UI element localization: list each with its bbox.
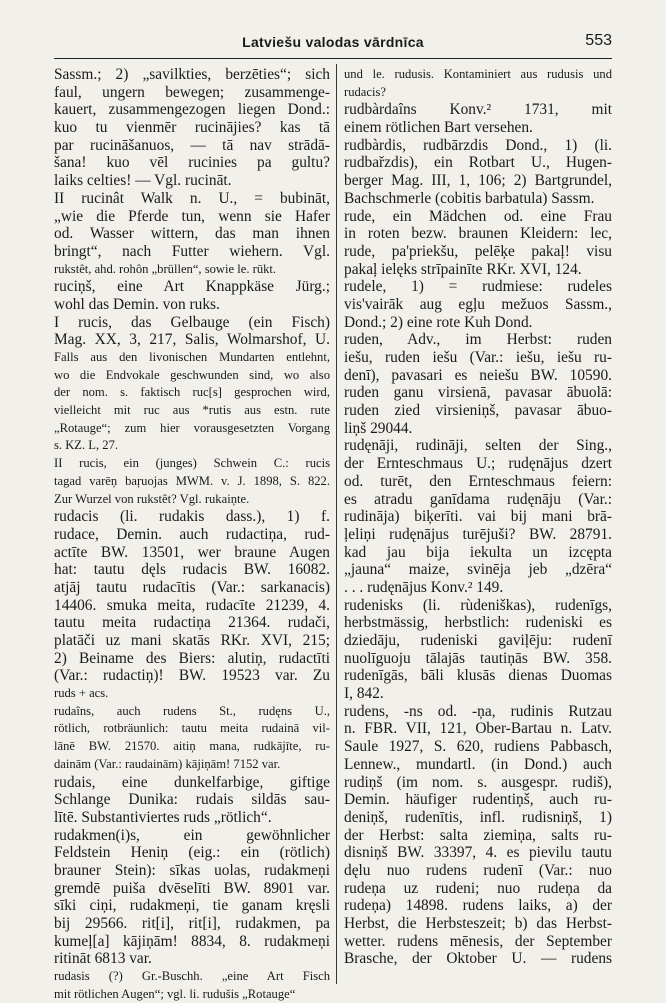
- text-line: Demin. häufiger rudentiņš, auch ru-: [344, 791, 612, 809]
- text-line: ruds + acs.: [54, 686, 109, 701]
- text-line: Falls aus den livonischen Mundarten entlehnt,: [54, 350, 330, 364]
- text-line: der nom. s. faktisch ruc[s] gesprochen wird,: [54, 385, 330, 400]
- text-line: 14406. smuka meita, rudacīte 21239, 4.: [54, 596, 330, 614]
- text-line: rudakmen(i)s, ein gewöhnlicher: [54, 826, 330, 844]
- text-line: ruden, Adv., im Herbst: ruden: [344, 331, 612, 349]
- text-line: atjāj tautu rudacītis (Var.: sarkanacis): [54, 578, 330, 596]
- text-line: n. FBR. VII, 121, Ober-Bartau n. Latv.: [344, 720, 612, 738]
- text-line: tagad varēņ baŗuojas MWM. v. J. 1898, S. 822.: [54, 473, 330, 488]
- text-line: liņš 29044.: [344, 419, 413, 437]
- text-line: brauner Stein): sīkas uolas, rudakmeņi: [54, 861, 330, 879]
- text-line: „wie die Pferde tun, wenn sie Hafer: [54, 207, 330, 225]
- text-line: Mag. XX, 3, 217, Salis, Wolmarshof, U.: [54, 331, 330, 349]
- text-line: rudeņa) 14898. rudens laiks, a) der: [344, 897, 612, 915]
- text-line: rötlich, rotbräunlich: tautu meita rudainā vil-: [54, 721, 330, 736]
- text-line: Zur Wurzel von rukstêt? Vgl. rukaiņte.: [54, 491, 250, 506]
- text-line: rudace, Demin. auch rudactiņa, rud-: [54, 525, 330, 543]
- text-line: bij 29566. rit[i], rit[i], rudakmen, pa: [54, 915, 330, 932]
- text-line: einem rötlichen Bart versehen.: [344, 119, 533, 137]
- text-line: I rucis, das Gelbauge (ein Fisch): [54, 313, 330, 331]
- text-line: Brasche, der Oktober U. — rudens: [344, 950, 612, 968]
- text-line: rudbařzdis), ein Rotbart U., Hugen-: [344, 154, 612, 172]
- column-divider: [336, 64, 337, 984]
- text-line: bringt“, nach Futter wiehern. Vgl.: [54, 242, 330, 260]
- text-line: rudais, eine dunkelfarbige, giftige: [54, 773, 330, 791]
- text-line: platāči uz mani skatās RKr. XVI, 215;: [54, 632, 330, 649]
- text-line: disniņš BW. 33397, 4. es pievilu tautu: [344, 844, 612, 862]
- text-line: kuo tu vienmēr rucinājies? kas tā: [54, 119, 330, 137]
- text-line: rudasis (?) Gr.-Buschh. „eine Art Fisch: [54, 969, 330, 984]
- text-line: rudele, 1) = rudmiese: rudeles: [344, 278, 612, 296]
- text-line: der Ernteschmaus U.; rudęnājus dzert: [344, 455, 612, 473]
- text-line: par rucināšanuos, — tā nav strādā-: [54, 136, 330, 154]
- text-line: rude, ein Mädchen od. eine Frau: [344, 207, 612, 225]
- text-line: kauert, zusammengezogen liegen Dond.:: [54, 101, 330, 119]
- text-line: faul, ungern bewegen; zusammenge-: [54, 83, 330, 101]
- text-line: rudināja) biķerīti. vai bij mani brā-: [344, 508, 612, 526]
- text-line: s. KZ. L, 27.: [54, 438, 119, 453]
- text-line: (Var.: rudactiņ)! BW. 19523 var. Zu: [54, 667, 330, 685]
- text-line: lānē BW. 21570. aitiņ mana, rudkājīte, ru-: [54, 739, 330, 754]
- text-line: ruden ganu virsienā, pavasar ābuolā:: [344, 384, 612, 402]
- text-line: mit rötlichen Augen“; vgl. li. rudušis „Rotauge“: [54, 986, 296, 1001]
- text-line: vielleicht mit ruc aus *rutis aus estn. rute: [54, 403, 330, 418]
- text-line: rude, pa'priekšu, pelēķe pakaļ! visu: [344, 242, 612, 260]
- page-header: [54, 30, 612, 59]
- text-line: rudacis?: [344, 84, 386, 99]
- text-line: pakaļ ielęks strīpainīte RKr. XVI, 124.: [344, 260, 582, 278]
- text-line: es atradu ganīdama rudęnāju (Var.:: [344, 490, 612, 508]
- text-line: Herbst, die Herbsteszeit; b) das Herbst-: [344, 915, 612, 932]
- text-line: berger Mag. III, 1, 106; 2) Bartgrundel,: [344, 172, 612, 190]
- text-line: ritināt 6813 var.: [54, 950, 152, 968]
- text-line: rudaîns, auch rudens St., rudęns U.,: [54, 703, 330, 718]
- text-line: actīte BW. 13501, wer braune Augen: [54, 543, 330, 561]
- text-line: Dond.; 2) eine rote Kuh Dond.: [344, 313, 533, 331]
- right-column: [344, 66, 612, 986]
- text-line: rudacis (li. rudakis dass.), 1) f.: [54, 508, 330, 526]
- text-line: dęlu nuo rudens rudenī (Var.: nuo: [344, 861, 612, 879]
- text-line: Schlange Dunika: rudais sildās sau-: [54, 791, 330, 809]
- text-line: tautu meita rudactiņa 21364. rudači,: [54, 614, 330, 632]
- text-line: „Rotauge“; zum hier vorausgesetzten Vorgang: [54, 420, 330, 435]
- text-line: vis'vairāk aug egļu mežuos Sassm.,: [344, 295, 612, 313]
- text-line: I, 842.: [344, 685, 384, 703]
- text-line: rudbàrdis, rudbārzdis Dond., 1) (li.: [344, 136, 612, 154]
- text-line: denī), pavasari es neiešu BW. 10590.: [344, 366, 612, 384]
- text-line: sīki ciņi, rudakmeņi, tie ganam kręsli: [54, 897, 330, 915]
- text-line: ļeliņi rudęnājus turējuši? BW. 28791.: [344, 525, 612, 543]
- text-line: rudbàrdaîns Konv.² 1731, mit: [344, 101, 612, 119]
- text-line: hat: tautu dęls rudacis BW. 16082.: [54, 561, 330, 579]
- text-line: II rucinât Walk n. U., = bubināt,: [54, 189, 330, 207]
- text-line: gremdē puiša dvēselīti BW. 8901 var.: [54, 879, 330, 897]
- text-line: dziedāju, rudeniski gaviļēju: rudenī: [344, 632, 612, 649]
- text-line: rudenīgās, bāli klusās dienas Duomas: [344, 667, 612, 685]
- text-line: lītē. Substantiviertes ruds „rötlich“.: [54, 808, 272, 826]
- text-line: šana! kuo vēl rucinies pa gultu?: [54, 154, 330, 172]
- text-line: rudeņa uz rudeni; nuo rudeņa da: [344, 879, 612, 897]
- text-line: laiks celties! — Vgl. rucināt.: [54, 172, 232, 190]
- text-line: herbstmässig, herbstlich: rudeniski es: [344, 614, 612, 632]
- text-line: Lennew., mundartl. (in Dond.) auch: [344, 755, 612, 773]
- text-line: od. Wasser wittern, das man ihnen: [54, 225, 330, 243]
- text-line: wetter. rudens mēnesis, der September: [344, 932, 612, 950]
- left-column: [54, 66, 330, 1001]
- text-line: rudenisks (li. rùdeniškas), rudenīgs,: [344, 596, 612, 614]
- text-line: und le. rudusis. Kontaminiert aus rudusis und: [344, 67, 612, 81]
- running-title: Latviešu valodas vārdnīca: [242, 34, 424, 50]
- text-line: rudiņš (im nom. s. ausgespr. rudiš),: [344, 773, 612, 791]
- text-line: „jauna“ maize, svinēja jeb „dzēra“: [344, 561, 612, 579]
- text-line: dainām (Var.: raudainām) kājiņām! 7152 var.: [54, 756, 281, 771]
- text-line: ruden zied virsieniņš, pavasar ābuo-: [344, 402, 612, 420]
- text-line: wo die Endvokale geschwunden sind, wo also: [54, 367, 330, 382]
- text-line: Saule 1927, S. 620, rudiens Pabbasch,: [344, 738, 612, 756]
- text-line: wohl das Demin. von ruks.: [54, 295, 220, 313]
- text-line: in roten bezw. braunen Kleidern: lec,: [344, 225, 612, 243]
- text-line: kad jau bija iekulta un izcępta: [344, 543, 612, 561]
- text-line: rudens, -ns od. -ņa, rudinis Rutzau: [344, 702, 612, 720]
- text-line: ruciņš, eine Art Knappkäse Jürg.;: [54, 278, 330, 296]
- text-line: kumeļ[a] kājiņām! 8834, 8. rudakmeņi: [54, 932, 330, 950]
- text-line: deniņš, rudenītis, infl. rudisniņš, 1): [344, 808, 612, 826]
- text-line: rukstêt, ahd. rohôn „brüllen“, sowie le. rūkt.: [54, 261, 277, 276]
- text-line: Sassm.; 2) „savilkties, berzēties“; sich: [54, 66, 330, 83]
- text-line: Bachschmerle (cobitis barbatula) Sassm.: [344, 189, 595, 207]
- text-line: 2) Beiname des Biers: alutiņ, rudactīti: [54, 649, 330, 667]
- text-line: Feldstein Heniņ (eig.: ein (rötlich): [54, 844, 330, 862]
- text-line: od. turēt, den Ernteschmaus feiern:: [344, 472, 612, 490]
- page-number: 553: [585, 32, 612, 49]
- text-line: der Herbst: salta ziemiņa, salts ru-: [344, 826, 612, 844]
- text-line: rudęnāji, rudināji, selten der Sing.,: [344, 437, 612, 455]
- text-line: nuolīguoju tālajās tautiņās BW. 358.: [344, 649, 612, 667]
- text-line: II rucis, ein (junges) Schwein C.: rucis: [54, 456, 330, 471]
- text-line: iešu, ruden iešu (Var.: iešu, iešu ru-: [344, 349, 612, 366]
- text-line: . . . rudęnājus Konv.² 149.: [344, 578, 504, 596]
